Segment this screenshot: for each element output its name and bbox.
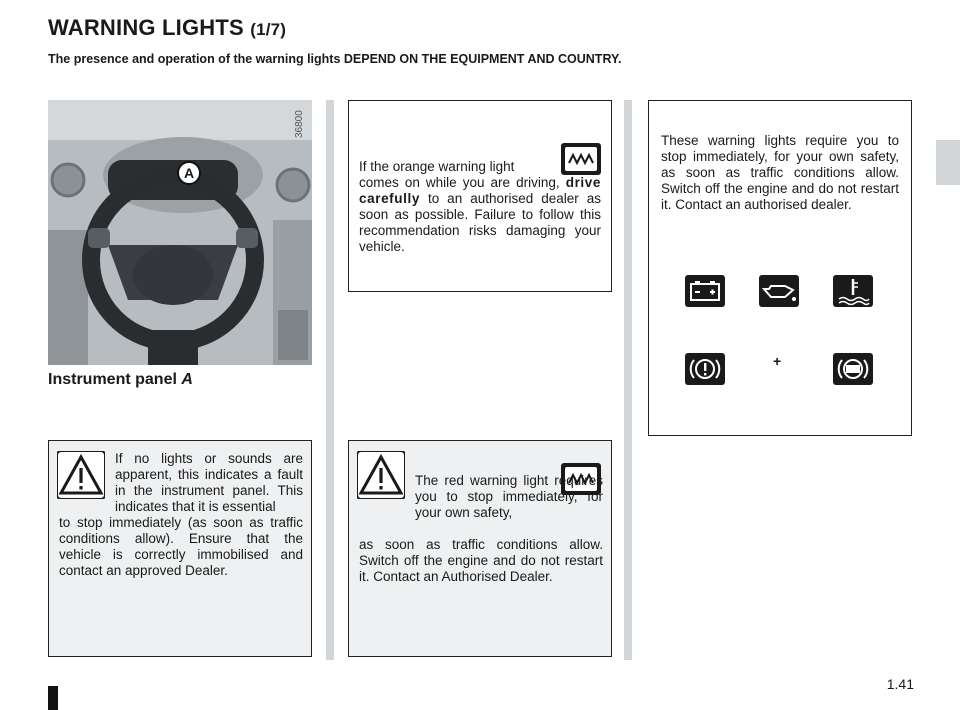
battery-icon bbox=[685, 275, 725, 312]
image-reference-code: 36800 bbox=[294, 110, 305, 138]
coolant-temperature-icon bbox=[833, 275, 873, 312]
chapter-tab bbox=[936, 140, 960, 185]
red-warning-text-full: as soon as traffic conditions allow. Switch off the engine and do not restart it. Contact an Authorised Dealer. bbox=[359, 537, 603, 584]
page-title: WARNING LIGHTS (1/7) bbox=[48, 15, 287, 40]
orange-warning-text: If the orange warning light comes on while you are driving, drive carefully to an authorised dealer as soon as possible. Failure to follow this recommendation risks damaging your vehicle. bbox=[359, 159, 601, 254]
red-warning-box bbox=[348, 440, 612, 657]
orange-warning-box bbox=[348, 100, 612, 292]
no-lights-text-indented: If no lights or sounds are apparent, this indicates a fault in the instrument panel. This indicates that it is essential bbox=[115, 451, 303, 514]
plus-sign: + bbox=[773, 353, 782, 369]
stop-warning-box bbox=[648, 100, 912, 436]
brake-warning-icon bbox=[685, 353, 725, 390]
red-warning-text-indented: The red warning light requires you to stop immediately, for your own safety, bbox=[415, 473, 603, 520]
oil-pressure-icon bbox=[759, 275, 799, 312]
edge-marker bbox=[48, 686, 58, 710]
no-lights-warning-box bbox=[48, 440, 312, 657]
no-lights-text-full: to stop immediately (as soon as traffic conditions allow). Ensure that the vehicle is correctly immobilised and contact an approved Dealer. bbox=[59, 515, 303, 578]
column-divider-1 bbox=[326, 100, 334, 660]
page-subtitle: The presence and operation of the warning lights DEPEND ON THE EQUIPMENT AND COUNTRY. bbox=[48, 52, 622, 66]
warning-triangle-icon bbox=[57, 451, 105, 504]
instrument-panel-photo bbox=[48, 100, 312, 365]
warning-triangle-icon bbox=[357, 451, 405, 504]
stop-warning-text: These warning lights require you to stop immediately, for your own safety, as soon as traffic conditions allow. Switch off the engine and do not restart it. Contact an authorised dealer. bbox=[661, 133, 899, 212]
column-divider-2 bbox=[624, 100, 632, 660]
callout-a: A bbox=[177, 161, 201, 185]
photo-caption: Instrument panel A bbox=[48, 371, 193, 388]
abs-icon bbox=[833, 353, 873, 390]
page-number: 1.41 bbox=[886, 676, 914, 692]
